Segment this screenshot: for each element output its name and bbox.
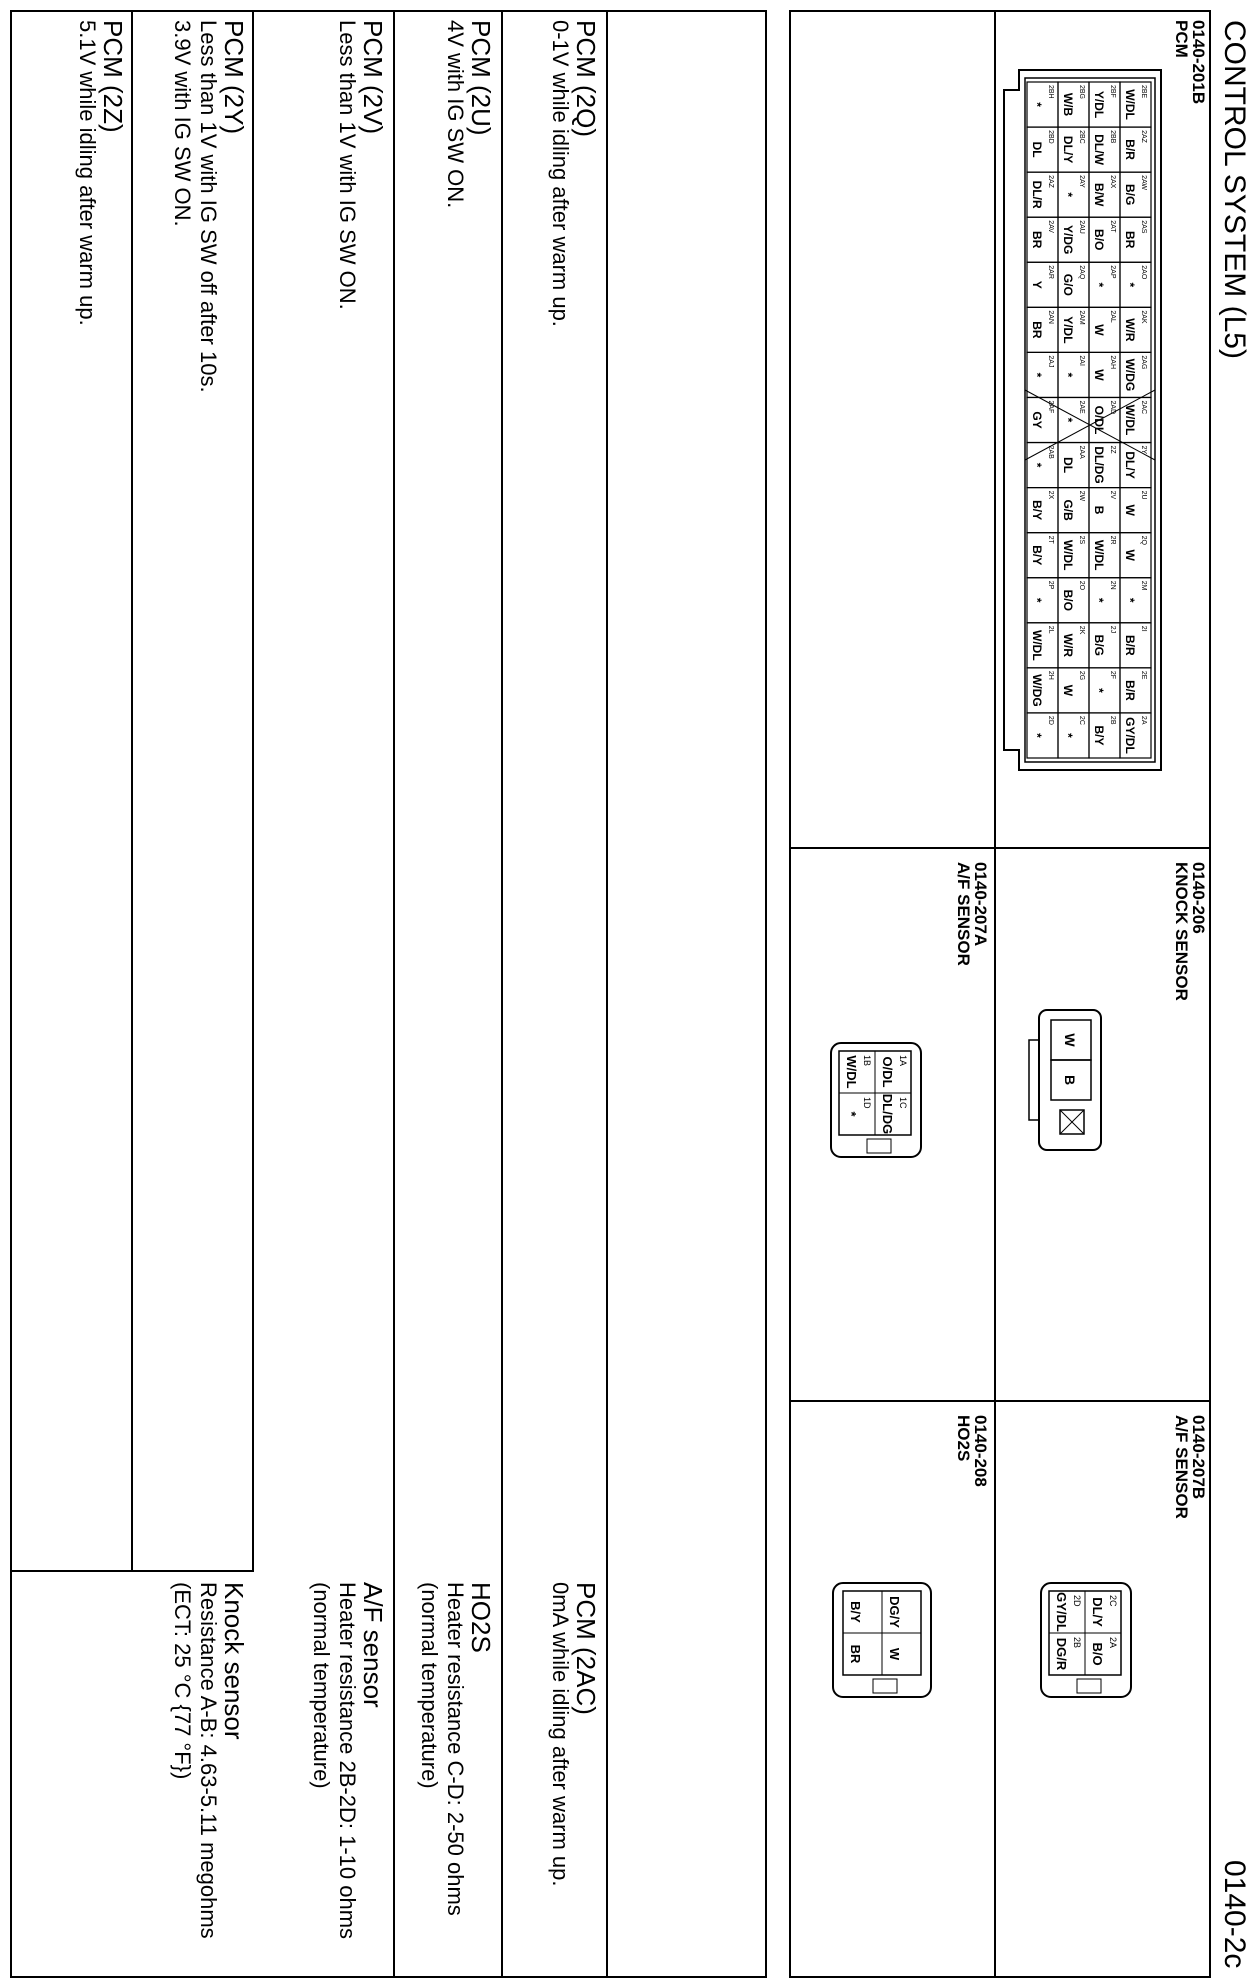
pcm-pin-wire: B/R (1123, 680, 1137, 701)
pcm-connector-label: 0140-201B PCM (1172, 20, 1208, 105)
pcm-pin-id: 2AF (1047, 400, 1054, 414)
connector-pin-wire: DG/Y (887, 1596, 902, 1628)
spec-line: Less than 1V with IG SW ON. (335, 20, 360, 310)
pcm-pin-wire: DL (1030, 141, 1044, 158)
pcm-pin-id: 2AB (1047, 445, 1054, 459)
pcm-pin-wire: DL/W (1092, 134, 1106, 165)
connector-pin-wire: BR (848, 1644, 863, 1664)
pcm-pin-id: 2B (1109, 715, 1116, 725)
pcm-pin-id: 2AJ (1047, 355, 1054, 368)
spec-title: PCM (2V) (358, 20, 388, 135)
pcm-pin-id: 2L (1047, 625, 1054, 634)
pcm-pin-wire: B/G (1123, 183, 1137, 206)
connector-pin-wire: GY/DL (1054, 1592, 1069, 1632)
connector-pin-id: 1A (898, 1055, 908, 1067)
pcm-pin-wire: B (1092, 505, 1106, 515)
pcm-pin-wire: B/W (1092, 183, 1106, 207)
spec-entry (169, 20, 247, 393)
pcm-pin-wire: B/R (1123, 139, 1137, 160)
spec-entry (547, 1582, 599, 1886)
pcm-pin-id: 2M (1140, 580, 1147, 591)
spec-entry (308, 1582, 386, 1980)
pcm-pin-wire: W/DG (1123, 358, 1137, 392)
pcm-pin-id: 2S (1078, 535, 1085, 545)
pcm-pin-id: 2AM (1078, 310, 1085, 325)
pcm-pin-wire: DL/Y (1123, 451, 1137, 479)
connector-pin-wire: * (844, 1111, 859, 1117)
pcm-pin-id: 2J (1109, 625, 1116, 634)
pcm-pin-wire: * (1092, 282, 1106, 288)
pcm-pin-id: 2AR (1047, 265, 1054, 279)
pcm-pin-id: 2AI (1078, 355, 1085, 366)
pcm-pin-wire: G/B (1061, 499, 1075, 521)
spec-title: PCM (2Y) (219, 20, 249, 135)
spec-line: 0-1V while idling after warm up. (548, 20, 573, 327)
pcm-pin-wire: B/R (1123, 634, 1137, 656)
pcm-pin-wire: B/Y (1092, 725, 1106, 746)
knock-pin-w: W (1062, 1033, 1078, 1047)
pcm-pin-id: 2Q (1140, 535, 1147, 546)
pcm-pin-wire: W/DG (1030, 674, 1044, 707)
pcm-pin-id: 2R (1109, 535, 1116, 545)
spec-title: Knock sensor (219, 1582, 249, 1740)
spec-entry (547, 20, 599, 327)
connector-pin-wire: DL/Y (1090, 1597, 1105, 1627)
pcm-pin-id: 2X (1047, 490, 1054, 500)
pcm-pin-wire: B/G (1092, 634, 1106, 657)
pcm-pin-id: 2AZ (1140, 130, 1147, 143)
pcm-pin-id: 2T (1047, 535, 1054, 544)
connector-pin-id: 1C (898, 1097, 908, 1109)
spec-entry (169, 1582, 247, 1980)
pcm-pin-id: 2H (1047, 670, 1054, 680)
pcm-pin-id: 2O (1078, 580, 1085, 591)
pcm-pin-wire: DL (1061, 457, 1075, 474)
spec-title: HO2S (466, 1582, 496, 1653)
spec-line: Less than 1V with IG SW off after 10s. (196, 20, 221, 393)
pcm-pin-id: 2AO (1140, 265, 1147, 280)
pcm-pin-wire: W (1092, 369, 1106, 381)
knock-pin-b: B (1062, 1074, 1078, 1086)
spec-line: 0mA while idling after warm up. (548, 1582, 573, 1887)
pcm-pin-id: 2V (1109, 490, 1116, 500)
pcm-pin-id: 2AY (1078, 175, 1085, 188)
pcm-pin-id: 2BF (1109, 85, 1116, 98)
spec-entry (416, 1582, 494, 1980)
pcm-pin-id: 2I (1140, 625, 1147, 632)
spec-title: PCM (2AC) (571, 1582, 601, 1715)
spec-entry (442, 20, 494, 208)
spec-title: PCM (2U) (466, 20, 496, 136)
pcm-pin-wire: Y/DL (1061, 316, 1075, 344)
af-a-connector-diagram (824, 1035, 929, 1165)
pcm-pin-wire: DL/Y (1061, 135, 1075, 164)
pcm-pin-id: 2AE (1078, 400, 1085, 414)
page-code: 0140-2c (1218, 1860, 1251, 1969)
pcm-pin-id: 2W (1078, 490, 1085, 502)
pcm-pin-wire: G/O (1061, 273, 1075, 296)
spec-entry (334, 20, 386, 310)
pcm-pin-wire: W/DL (1092, 539, 1106, 571)
pcm-pin-wire: Y/DG (1061, 225, 1075, 255)
connector-pin-id: 1D (862, 1097, 872, 1109)
pcm-pin-wire: * (1123, 597, 1137, 603)
pcm-pin-id: 2BB (1109, 130, 1116, 144)
pcm-pin-id: 2BG (1078, 85, 1085, 100)
pcm-connector-diagram (994, 60, 1169, 780)
pcm-pin-id: 2E (1140, 670, 1147, 680)
spec-line: Heater resistance C-D: 2-50 ohms (normal temperature) (417, 1582, 468, 1916)
pcm-pin-id: 2BD (1047, 130, 1054, 144)
pcm-pin-wire: DL/DG (1092, 446, 1106, 484)
connector-pin-id: 2A (1108, 1637, 1118, 1649)
pcm-pin-id: 2AA (1078, 445, 1085, 459)
pcm-pin-wire: GY/DL (1123, 717, 1137, 754)
pcm-pin-wire: W/DL (1123, 404, 1137, 436)
pcm-pin-id: 2AN (1047, 310, 1054, 324)
pcm-pin-wire: * (1030, 462, 1044, 468)
spec-entry (74, 20, 126, 326)
pcm-pin-wire: W/R (1123, 318, 1137, 342)
pcm-pin-wire: * (1030, 597, 1044, 603)
pcm-pin-wire: W/R (1061, 633, 1075, 657)
pcm-pin-id: 2AS (1140, 220, 1147, 234)
spec-title: PCM (2Z) (98, 20, 128, 133)
pcm-pin-id: 2AZ (1047, 175, 1054, 188)
connector-pin-wire: W/DL (844, 1055, 859, 1089)
pcm-pin-wire: B/Y (1030, 545, 1044, 566)
pcm-pin-id: 2AT (1109, 220, 1116, 233)
pcm-pin-wire: * (1092, 597, 1106, 603)
page-title: CONTROL SYSTEM (L5) (1218, 20, 1251, 359)
pcm-pin-wire: BR (1030, 321, 1044, 339)
connector-pin-wire: DG/R (1054, 1637, 1069, 1671)
pcm-pin-wire: BR (1030, 231, 1044, 249)
pcm-pin-id: 2AL (1109, 310, 1116, 323)
pcm-pin-wire: W (1123, 504, 1137, 516)
spec-title: A/F sensor (358, 1582, 388, 1708)
pcm-pin-id: 2N (1109, 580, 1116, 590)
pcm-pin-wire: * (1061, 417, 1075, 423)
af-a-connector-label: 0140-207A A/F SENSOR (954, 862, 990, 966)
pcm-pin-id: 2AC (1140, 400, 1147, 415)
af-b-connector-label: 0140-207B A/F SENSOR (1172, 1415, 1208, 1519)
spec-line: 4V with IG SW ON. (443, 20, 468, 209)
pcm-pin-wire: Y (1030, 280, 1044, 289)
pcm-pin-id: 2AH (1109, 355, 1116, 370)
pcm-pin-wire: * (1030, 372, 1044, 378)
pcm-pin-wire: * (1061, 733, 1075, 738)
pcm-pin-id: 2AW (1140, 175, 1147, 191)
connector-pin-wire: B/O (1090, 1642, 1105, 1666)
pcm-pin-id: 2Z (1109, 445, 1116, 454)
ho2s-connector-diagram (824, 1575, 939, 1705)
pcm-pin-wire: B/Y (1030, 500, 1044, 521)
spec-title: PCM (2Q) (571, 20, 601, 137)
pcm-pin-wire: * (1030, 102, 1044, 107)
spec-line: 5.1V while idling after warm up. (75, 20, 100, 326)
knock-connector-label: 0140-206 KNOCK SENSOR (1172, 862, 1208, 1001)
pcm-pin-wire: BR (1123, 231, 1137, 249)
pcm-pin-wire: Y/DL (1092, 90, 1106, 119)
pcm-pin-id: 2BC (1078, 130, 1085, 144)
pcm-pin-wire: GY (1030, 411, 1044, 429)
knock-connector-diagram (1019, 1000, 1109, 1160)
connector-pin-id: 2D (1072, 1595, 1082, 1607)
pcm-pin-wire: B/O (1092, 229, 1106, 251)
spec-line: Resistance A-B: 4.63-5.11 megohms (ECT: 25 °C {77 °F}) (170, 1582, 221, 1939)
pcm-pin-wire: * (1030, 733, 1044, 738)
pcm-pin-wire: DL/R (1030, 180, 1044, 209)
pcm-pin-id: 2AK (1140, 310, 1147, 324)
pcm-pin-wire: * (1061, 372, 1075, 378)
pcm-pin-id: 2AQ (1078, 265, 1085, 280)
spec-line: 3.9V with IG SW ON. (170, 20, 195, 227)
connector-pin-id: 1B (862, 1055, 872, 1067)
pcm-pin-id: 2G (1078, 670, 1085, 681)
pcm-pin-id: 2U (1140, 490, 1147, 500)
pcm-pin-id: 2Y (1140, 445, 1147, 455)
pcm-pin-wire: O/DL (1092, 405, 1106, 435)
pcm-pin-wire: W/DL (1061, 539, 1075, 571)
af-b-connector-diagram (1034, 1575, 1139, 1705)
pcm-pin-id: 2BE (1140, 85, 1147, 99)
pcm-pin-wire: W (1123, 549, 1137, 561)
pcm-pin-id: 2P (1047, 580, 1054, 590)
pcm-pin-wire: B/O (1061, 589, 1075, 611)
pcm-pin-id: 2D (1047, 715, 1054, 725)
pcm-pin-id: 2K (1078, 625, 1085, 635)
pcm-pin-id: 2AV (1047, 220, 1054, 233)
pcm-pin-wire: W/DL (1030, 630, 1044, 661)
pcm-pin-wire: W (1061, 684, 1075, 697)
pcm-pin-id: 2AX (1109, 175, 1116, 189)
connector-pin-wire: W (887, 1647, 902, 1661)
pcm-pin-wire: * (1061, 192, 1075, 198)
pcm-pin-id: 2C (1078, 715, 1085, 725)
pcm-pin-id: 2BH (1047, 85, 1054, 99)
spec-line: Heater resistance 2B-2D: 1-10 ohms (normal temperature) (309, 1582, 360, 1940)
pcm-pin-wire: * (1092, 688, 1106, 693)
pcm-pin-wire: * (1123, 282, 1137, 288)
pcm-pin-id: 2AU (1078, 220, 1085, 234)
connector-pin-wire: DL/DG (880, 1093, 895, 1135)
ho2s-connector-label: 0140-208 HO2S (954, 1415, 990, 1487)
connector-pin-id: 2B (1072, 1637, 1082, 1649)
connector-pin-id: 2C (1108, 1595, 1118, 1607)
connector-pin-wire: O/DL (880, 1056, 895, 1088)
pcm-pin-id: 2F (1109, 670, 1116, 680)
connector-pin-wire: B/Y (848, 1601, 863, 1623)
pcm-pin-id: 2AG (1140, 355, 1147, 370)
pcm-pin-id: 2A (1140, 715, 1147, 725)
pcm-pin-wire: W/B (1061, 92, 1075, 117)
pcm-pin-wire: W (1092, 324, 1106, 336)
pcm-pin-id: 2AP (1109, 265, 1116, 279)
pcm-pin-id: 2AD (1109, 400, 1116, 415)
pcm-pin-wire: W/DL (1123, 89, 1137, 120)
